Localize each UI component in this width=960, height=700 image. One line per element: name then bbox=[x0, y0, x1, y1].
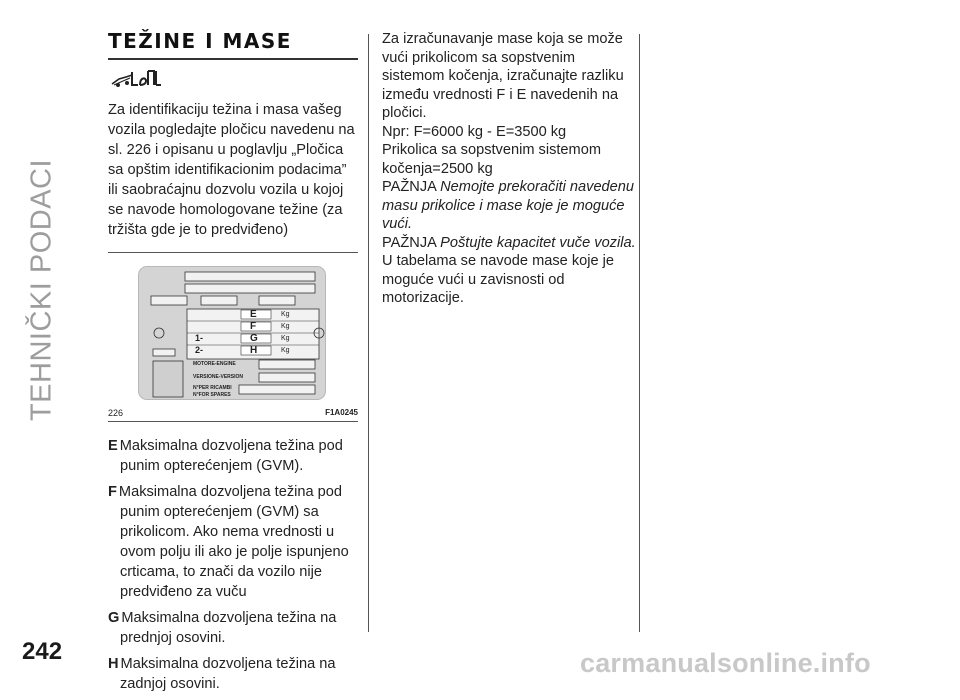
identification-plate bbox=[138, 266, 326, 400]
chapter-side-title: TEHNIČKI PODACI bbox=[25, 158, 58, 422]
plate-row-f-letter: F bbox=[250, 321, 257, 332]
definition-text: Maksimalna dozvoljena težina pod punim opterećenjem (GVM) sa prikolicom. Ako nema vrednosti u ovom polju ili ako je polje ispunjeno crticama, to znači da vozilo nije predviđeno za vuču bbox=[118, 484, 349, 600]
figure-code: F1A0245 bbox=[325, 408, 358, 417]
warning-text: Poštujte kapacitet vuče vozila. bbox=[440, 234, 636, 251]
section-title: TEŽINE I MASE bbox=[108, 29, 292, 53]
plate-label-version: VERSIONE-VERSION bbox=[193, 374, 244, 380]
tables-paragraph: U tabelama se navode mase koje je moguće vući u zavisnosti od motorizacije. bbox=[382, 253, 615, 306]
definition-key: G bbox=[108, 610, 120, 626]
title-underline bbox=[108, 58, 358, 60]
plate-row-e-letter: E bbox=[250, 309, 257, 320]
definition-key: E bbox=[108, 438, 118, 454]
example-paragraph: Npr: F=6000 kg - E=3500 kg bbox=[382, 123, 567, 140]
plate-row-f-unit: Kg bbox=[281, 323, 290, 330]
page-number: 242 bbox=[22, 638, 63, 665]
figure-top-rule bbox=[108, 252, 358, 253]
definition-text: Maksimalna dozvoljena težina na prednjoj osovini. bbox=[120, 610, 337, 646]
plate-row-h-unit: Kg bbox=[281, 347, 290, 354]
plate-row-g-unit: Kg bbox=[281, 335, 290, 342]
definition-f bbox=[108, 482, 358, 602]
definition-key: H bbox=[108, 656, 119, 672]
trailer-result-paragraph: Prikolica sa sopstvenim sistemom kočenja=2500 kg bbox=[382, 142, 601, 177]
definition-text: Maksimalna dozvoljena težina pod punim opterećenjem (GVM). bbox=[119, 438, 343, 474]
watermark: carmanualsonline.info bbox=[580, 648, 871, 678]
warning-note-1 bbox=[382, 178, 638, 234]
definition-g bbox=[108, 608, 358, 648]
warning-label: PAŽNJA bbox=[382, 179, 437, 195]
definition-h bbox=[108, 654, 358, 694]
warning-label: PAŽNJA bbox=[382, 234, 437, 251]
figure-caption bbox=[108, 408, 358, 422]
definition-key: F bbox=[108, 484, 117, 500]
definition-e bbox=[108, 436, 358, 476]
warning-note-2 bbox=[382, 234, 638, 253]
column-divider bbox=[368, 34, 369, 632]
van-symbol-icon bbox=[110, 68, 162, 90]
identification-plate-figure bbox=[108, 266, 358, 424]
warning-text: Nemojte prekoračiti navedenu masu prikolice i mase koje je moguće vući. bbox=[382, 179, 635, 232]
plate-row-g-letter: G bbox=[250, 333, 258, 344]
plate-row-e-unit: Kg bbox=[281, 311, 290, 318]
plate-row-h-letter: H bbox=[250, 345, 258, 356]
plate-label-spares-2: N°FOR SPARES bbox=[193, 392, 231, 398]
plate-row-h-prefix: 2- bbox=[195, 345, 204, 355]
intro-paragraph: Za identifikaciju težina i masa vašeg vozila pogledajte pločicu navedenu na sl. 226 i opisanu u poglavlju „Pločica sa opštim identifikacionim podacima” ili saobraćajnu dozvolu vozila u kojoj se navode homologovane težine (za tržišta gde je to predviđeno) bbox=[108, 102, 355, 238]
left-column bbox=[108, 28, 358, 700]
plate-definitions bbox=[108, 436, 358, 694]
right-column bbox=[382, 30, 638, 308]
vehicle-variant-badge bbox=[110, 68, 358, 90]
column-divider-right bbox=[639, 34, 640, 632]
definition-text: Maksimalna dozvoljena težina na zadnjoj osovini. bbox=[120, 656, 336, 692]
plate-label-spares-1: N°PER RICAMBI bbox=[193, 385, 232, 391]
figure-bottom-rule bbox=[108, 421, 358, 422]
plate-label-engine: MOTORE-ENGINE bbox=[193, 361, 236, 367]
trailer-calc-paragraph: Za izračunavanje mase koja se može vući prikolicom sa sopstvenim sistemom kočenja, izračunajte razliku između vrednosti F i E navedenih na pločici. bbox=[382, 31, 624, 121]
figure-number: 226 bbox=[108, 408, 124, 418]
plate-row-g-prefix: 1- bbox=[195, 333, 204, 343]
